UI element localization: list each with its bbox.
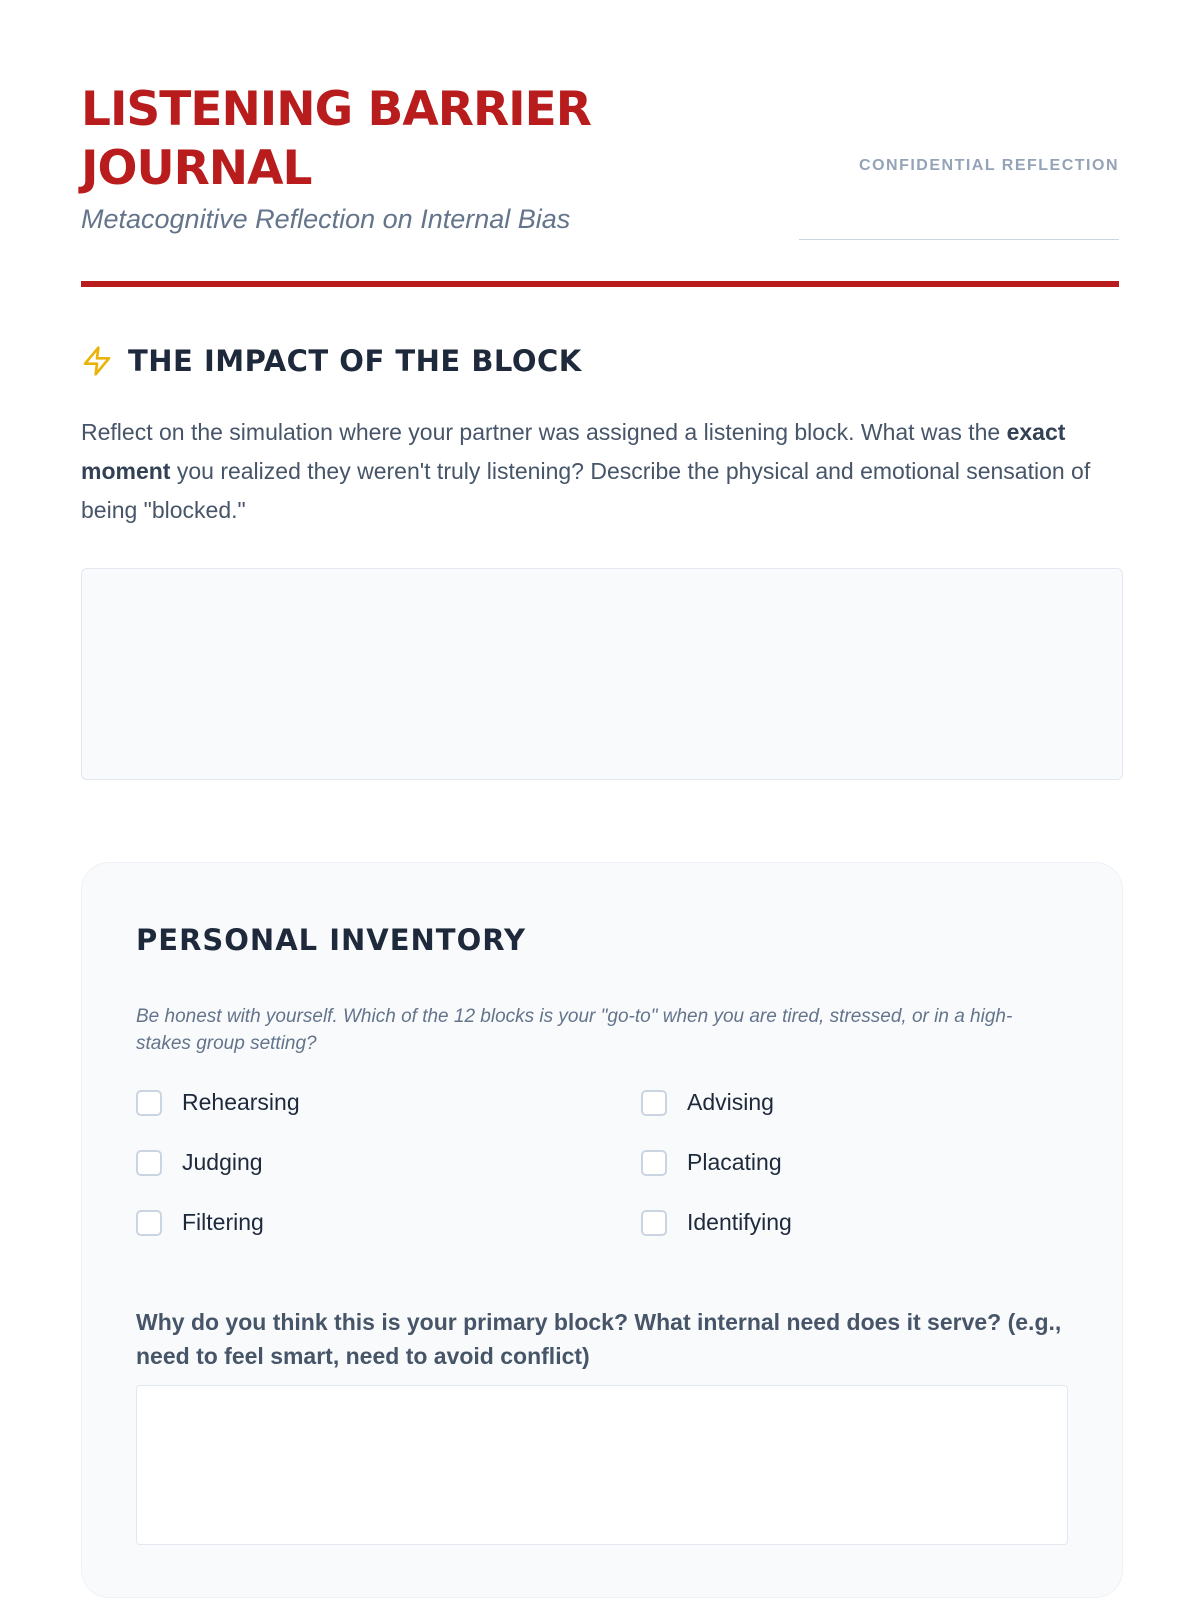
checkbox-rehearsing[interactable]: [136, 1087, 641, 1118]
checkbox-label: Identifying: [687, 1209, 792, 1235]
checkbox-advising[interactable]: [641, 1087, 1056, 1118]
impact-section-heading: [81, 344, 582, 378]
checkbox-box[interactable]: [641, 1150, 667, 1176]
impact-prompt: [81, 413, 1121, 530]
checkbox-box[interactable]: [136, 1150, 162, 1176]
impact-response-textarea[interactable]: [81, 568, 1123, 780]
page-header: [81, 0, 1119, 287]
inventory-hint: Be honest with yourself. Which of the 12 blocks is your "go-to" when you are tired, stressed, or in a high-stakes group setting?: [136, 1006, 1013, 1054]
checkbox-box[interactable]: [136, 1090, 162, 1116]
inventory-title: PERSONAL INVENTORY: [136, 923, 526, 957]
impact-prompt-text: Reflect on the simulation where your partner was assigned a listening block. What was the: [81, 419, 1007, 445]
checkbox-box[interactable]: [136, 1210, 162, 1236]
checkbox-judging[interactable]: [136, 1147, 641, 1178]
checkbox-box[interactable]: [641, 1090, 667, 1116]
page-title: LISTENING BARRIER JOURNAL: [81, 82, 591, 196]
checkbox-label: Judging: [182, 1149, 263, 1175]
page-subtitle: Metacognitive Reflection on Internal Bias: [81, 204, 571, 234]
checkbox-label: Advising: [687, 1089, 774, 1115]
checkbox-box[interactable]: [641, 1210, 667, 1236]
checkbox-label: Placating: [687, 1149, 782, 1175]
block-checkbox-list: [136, 1087, 1056, 1238]
primary-block-question: Why do you think this is your primary block? What internal need does it serve? (e.g., need to feel smart, need to avoid conflict): [136, 1309, 1062, 1369]
impact-prompt-emphasis: exact moment: [81, 419, 1066, 484]
impact-prompt-text-end: you realized they weren't truly listening? Describe the physical and emotional sensation of being "blocked.": [81, 458, 1091, 523]
lightning-bolt-icon: [81, 345, 113, 377]
checkbox-identifying[interactable]: [641, 1207, 1056, 1238]
checkbox-placating[interactable]: [641, 1147, 1056, 1178]
name-line-field[interactable]: [799, 239, 1119, 240]
checkbox-filtering[interactable]: [136, 1207, 641, 1238]
confidential-label: CONFIDENTIAL REFLECTION: [859, 157, 1119, 174]
personal-inventory-card: [81, 862, 1123, 1598]
checkbox-label: Filtering: [182, 1209, 264, 1235]
impact-section-title: THE IMPACT OF THE BLOCK: [128, 344, 582, 378]
checkbox-label: Rehearsing: [182, 1089, 300, 1115]
primary-block-response-textarea[interactable]: [136, 1385, 1068, 1545]
